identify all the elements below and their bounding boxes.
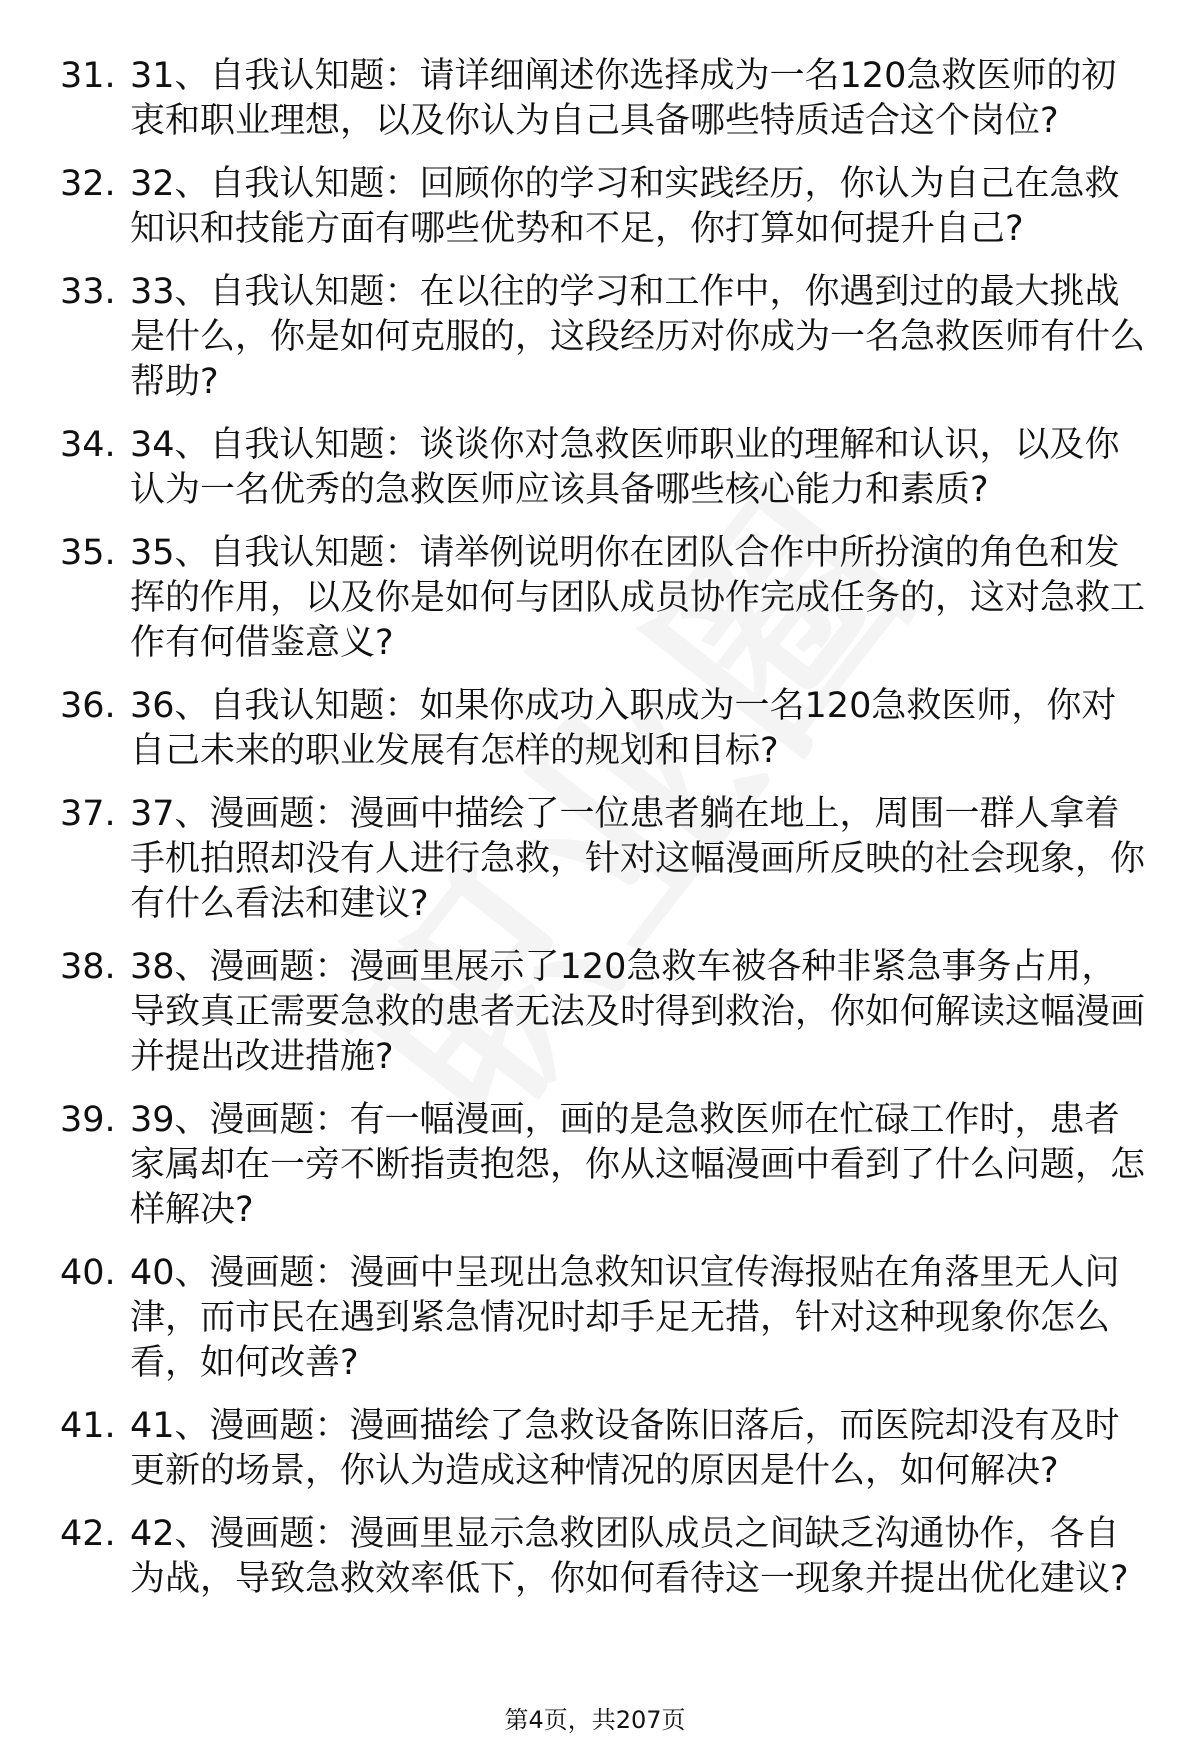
question-item	[60, 1251, 1150, 1386]
question-number: 37.	[60, 794, 116, 834]
question-item	[60, 684, 1150, 774]
question-text: 34、自我认知题：谈谈你对急救医师职业的理解和认识，以及你认为一名优秀的急救医师应该具备哪些核心能力和素质?	[130, 425, 1120, 510]
question-item	[60, 531, 1150, 666]
question-item	[60, 270, 1150, 405]
question-item	[60, 1512, 1150, 1602]
question-item	[60, 945, 1150, 1080]
question-text: 32、自我认知题：回顾你的学习和实践经历，你认为自己在急救知识和技能方面有哪些优势和不足，你打算如何提升自己?	[130, 164, 1120, 249]
question-number: 31.	[60, 56, 116, 96]
question-list	[60, 54, 1150, 1602]
question-item	[60, 54, 1150, 144]
question-item	[60, 162, 1150, 252]
question-item	[60, 1404, 1150, 1494]
question-item	[60, 792, 1150, 927]
question-text: 42、漫画题：漫画里显示急救团队成员之间缺乏沟通协作，各自为战，导致急救效率低下，你如何看待这一现象并提出优化建议?	[130, 1514, 1129, 1599]
question-number: 36.	[60, 686, 116, 726]
question-number: 40.	[60, 1253, 116, 1293]
question-number: 42.	[60, 1514, 116, 1554]
question-text: 35、自我认知题：请举例说明你在团队合作中所扮演的角色和发挥的作用，以及你是如何与团队成员协作完成任务的，这对急救工作有何借鉴意义?	[130, 533, 1146, 663]
question-text: 36、自我认知题：如果你成功入职成为一名120急救医师，你对自己未来的职业发展有怎样的规划和目标?	[130, 686, 1117, 771]
question-number: 33.	[60, 272, 116, 312]
question-number: 38.	[60, 947, 116, 987]
question-number: 35.	[60, 533, 116, 573]
question-number: 34.	[60, 425, 116, 465]
question-text: 40、漫画题：漫画中呈现出急救知识宣传海报贴在角落里无人问津，而市民在遇到紧急情况时却手足无措，针对这种现象你怎么看，如何改善?	[130, 1253, 1120, 1383]
question-number: 39.	[60, 1100, 116, 1140]
question-item	[60, 423, 1150, 513]
question-item	[60, 1098, 1150, 1233]
question-text: 37、漫画题：漫画中描绘了一位患者躺在地上，周围一群人拿着手机拍照却没有人进行急救，针对这幅漫画所反映的社会现象，你有什么看法和建议?	[130, 794, 1146, 924]
question-number: 41.	[60, 1406, 116, 1446]
question-text: 41、漫画题：漫画描绘了急救设备陈旧落后，而医院却没有及时更新的场景，你认为造成这种情况的原因是什么，如何解决?	[130, 1406, 1120, 1491]
question-text: 39、漫画题：有一幅漫画，画的是急救医师在忙碌工作时，患者家属却在一旁不断指责抱怨，你从这幅漫画中看到了什么问题，怎样解决?	[130, 1100, 1146, 1230]
page-footer: 第4页，共207页	[504, 1706, 686, 1734]
question-text: 38、漫画题：漫画里展示了120急救车被各种非紧急事务占用，导致真正需要急救的患者无法及时得到救治，你如何解读这幅漫画并提出改进措施?	[130, 947, 1146, 1077]
question-text: 33、自我认知题：在以往的学习和工作中，你遇到过的最大挑战是什么，你是如何克服的，这段经历对你成为一名急救医师有什么帮助?	[130, 272, 1146, 402]
question-text: 31、自我认知题：请详细阐述你选择成为一名120急救医师的初衷和职业理想，以及你认为自己具备哪些特质适合这个岗位?	[130, 56, 1117, 141]
question-number: 32.	[60, 164, 116, 204]
